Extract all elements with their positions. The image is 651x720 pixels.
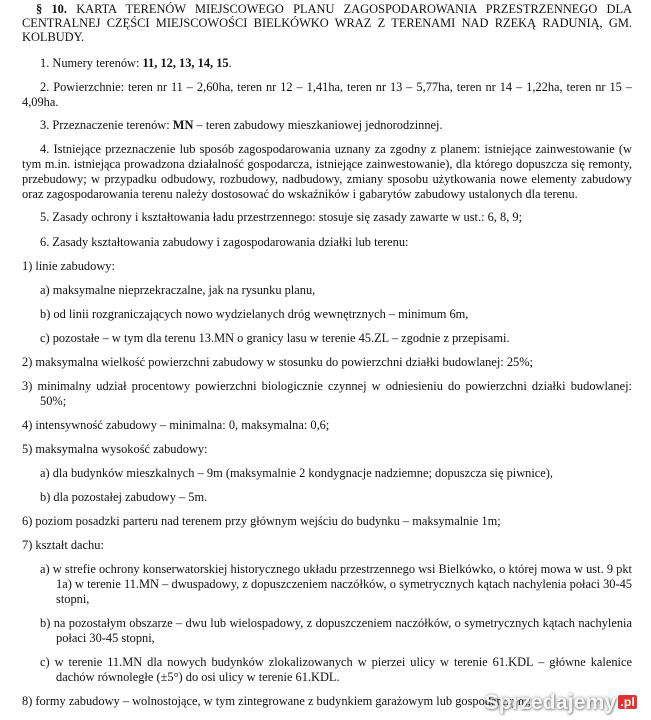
paragraph-6: 6. Zasady kształtowania zabudowy i zagospodarowania działki lub terenu: (40, 235, 409, 249)
watermark-logo (484, 691, 637, 714)
paragraph-2: 2. Powierzchnie: teren nr 11 – 2,60ha, teren nr 12 – 1,41ha, teren nr 13 – 5,77ha, teren nr 14 – 1,22ha, teren nr 15 – 4,09ha. (22, 80, 632, 109)
watermark-text: Sprzedajemy (484, 691, 617, 714)
list-item-1a: a) maksymalne nieprzekraczalne, jak na rysunku planu, (40, 283, 316, 297)
list-item-1b: b) od linii rozgraniczających nowo wydzielanych dróg wewnętrznych – minimum 6m, (40, 307, 469, 321)
list-item-7b: b) na pozostałym obszarze – dwu lub wielospadowy, z dopuszczeniem naczółków, o symetrycznych kątach nachylenia połaci 30-45 stopni, (40, 616, 632, 645)
section-heading (22, 2, 632, 44)
paragraph-3-tail: – teren zabudowy mieszkaniowej jednorodzinnej. (193, 118, 443, 132)
section-number: § 10. (36, 2, 67, 16)
list-item-4: 4) intensywność zabudowy – minimalna: 0, maksymalna: 0,6; (22, 418, 330, 432)
section-title: KARTA TERENÓW MIEJSCOWEGO PLANU ZAGOSPODAROWANIA PRZESTRZENNEGO DLA CENTRALNEJ CZĘŚCI MIEJSCOWOŚCI BIELKÓWKO WRAZ Z TERENAMI NAD RZEKĄ RADUNIĄ, GM. KOLBUDY. (22, 2, 632, 44)
list-item-2: 2) maksymalna wielkość powierzchni zabudowy w stosunku do powierzchni działki budowlanej: 25%; (22, 355, 533, 369)
list-item-1c: c) pozostałe – w tym dla terenu 13.MN o granicy lasu w terenie 45.ZL – zgodnie z przepisami. (40, 331, 510, 345)
paragraph-3 (22, 118, 632, 133)
paragraph-1-numbers: 11, 12, 13, 14, 15 (142, 56, 229, 70)
paragraph-3-lead: 3. Przeznaczenie terenów: (40, 118, 173, 132)
list-item-5a: a) dla budynków mieszkalnych – 9m (maksymalnie 2 kondygnacje nadziemne; dopuszcza się piwnice), (40, 466, 554, 480)
paragraph-1 (22, 56, 632, 71)
list-item-5: 5) maksymalna wysokość zabudowy: (22, 442, 208, 456)
list-item-8: 8) formy zabudowy – wolnostojące, w tym zintegrowane z budynkiem garażowym lub gospodarczym; (22, 694, 531, 708)
watermark-tld: .pl (620, 695, 635, 709)
document-page (22, 0, 632, 709)
paragraph-4: 4. Istniejące przeznaczenie lub sposób zagospodarowania uznany za zgodny z planem: istniejące zainwestowanie (w tym m.in. istniejąca prowadzona działalność gospodarcza, istniejące zainwestowanie), dla którego dopuszcza się remonty, przebudowy; w przypadku odbudowy, rozbudowy, nadbudowy, zmiany sposobu użytkowania nowe elementy zabudowy oraz zagospodarowania terenu należy dostosować do wskaźników i gabarytów zabudowy ustalonych dla terenu. (22, 142, 632, 201)
paragraph-1-lead: 1. Numery terenów: (40, 56, 143, 70)
list-item-5b: b) dla pozostałej zabudowy – 5m. (40, 490, 208, 504)
list-item-6: 6) poziom posadzki parteru nad terenem przy głównym wejściu do budynku – maksymalnie 1m; (22, 514, 501, 528)
paragraph-3-symbol: MN (172, 118, 194, 132)
list-item-7: 7) kształt dachu: (22, 538, 104, 552)
paragraph-1-tail: . (228, 56, 232, 70)
list-item-3: 3) minimalny udział procentowy powierzchni biologicznie czynnej w odniesieniu do powierzchni działki budowlanej: 50%; (22, 379, 632, 408)
paragraph-5: 5. Zasady ochrony i kształtowania ładu przestrzennego: stosuje się zasady zawarte w ust.: 6, 8, 9; (40, 210, 523, 224)
list-item-1: 1) linie zabudowy: (22, 259, 115, 273)
list-item-7c: c) w terenie 11.MN dla nowych budynków zlokalizowanych w pierzei ulicy w terenie 61.KDL – główne kalenice dachów równoległe (±5°) do osi ulicy w terenie 61.KDL. (40, 655, 632, 684)
list-item-7a: a) w strefie ochrony konserwatorskiej historycznego układu przestrzennego wsi Bielkówko, o której mowa w ust. 9 pkt 1a) w terenie 11.MN – dwuspadowy, z dopuszczeniem naczółków, o symetrycznych kątach nachylenia połaci 30-45 stopni, (40, 562, 632, 606)
